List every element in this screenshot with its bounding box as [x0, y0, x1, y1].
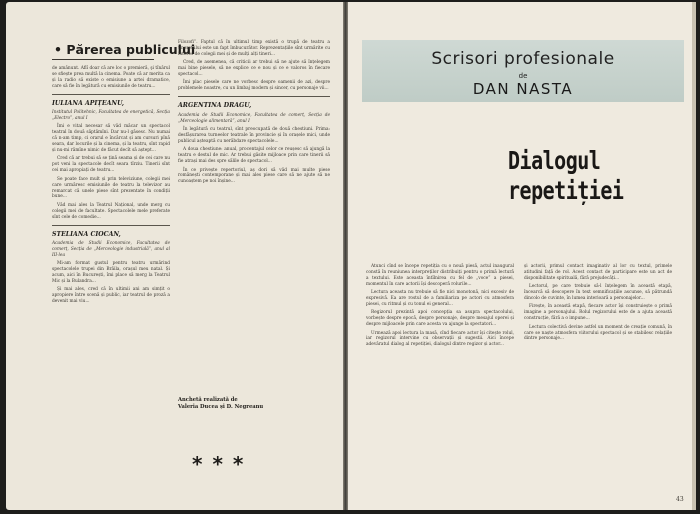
banner-title: Scrisori profesionale	[431, 49, 615, 69]
body-paragraph: și actorii, primul contact imaginativ al lor cu textul, primele atitudini față de rol. Acest contact de participare este un act de disponibilitate spirituală, fără prejudecăți...	[524, 264, 672, 281]
body-paragraph: Urmează apoi lectura la masă, cînd fiecare actor își citește rolul, iar regizorul intervine cu observații și sugestii. Aici începe adevăratul dialog al repetiției, dialogul dintre regizor și actor...	[366, 330, 514, 348]
right-column-1	[366, 264, 514, 489]
body-paragraph: Se poate face mult și prin televiziune, colegii mei care urmăresc emisiunile de teatru la televizor au remarcat că unele piese sînt prezentate în condiții bune...	[52, 176, 170, 200]
magazine-spread	[6, 2, 696, 510]
page-edge	[692, 2, 696, 510]
page-number: 43	[676, 496, 684, 503]
separator-rule	[52, 94, 170, 95]
survey-credit-authors: Valeria Ducea și D. Negreanu	[178, 404, 264, 410]
respondent-affiliation: Institutul Politehnic, Facultatea de energetică, Secția „Electro”, anul I	[52, 110, 170, 122]
survey-credit-line: Anchetă realizată de	[178, 397, 238, 403]
body-paragraph: Regizorul prezintă apoi concepția sa asupra spectacolului, vorbește despre epocă, despre personaje, despre mesajul operei și despre mijloacele prin care acesta va ajunge la spectatori...	[366, 310, 514, 328]
section-banner	[362, 40, 684, 102]
right-page	[348, 2, 696, 510]
intro-paragraph: de amănunt. Aflî doar că are loc o premieră, şi tînărul se sfiește prea multă la cinema. Poate că ar merita ca și la radio să existe o emisiune a artei dramatice, care să fie în legătură cu emisiunile de teatru...	[52, 66, 170, 89]
right-column-2	[524, 264, 672, 489]
rubric-title: • Părerea publicului	[54, 42, 196, 57]
body-paragraph: Și mai ales, cred că în ultimii ani am simțit o apropiere între scenă și public, iar teatrul de proză a devenit mai viu...	[52, 287, 170, 305]
separator-rule	[52, 225, 170, 226]
respondent-name: IULIANA APIȚEANU,	[52, 99, 125, 107]
respondent-name: ARGENTINA DRAGU,	[178, 102, 252, 110]
body-paragraph: Atunci cînd se începe repetiția cu o nouă piesă, actul inaugural constă în reuniunea interpreților distribuiți pentru o primă lectură a textului. Este aceasta întîlnirea cu fel de „voce” a piesei, momentul în care actorii își descoperă rolurile...	[366, 264, 514, 287]
body-paragraph: Cred, de asemenea, că criticii ar trebui să ne ajute să înțelegem mai bine piesele, să ne explice ce e nou și ce e valoros în fiecare spectacol...	[178, 60, 330, 78]
body-paragraph: Lectorul, pe care trebuie să-l înțelegem în această etapă, încearcă să descopere în text semnificațiile ascunse, să pătrundă dincolo de cuvinte, în lumea interioară a personajelor...	[524, 284, 672, 302]
left-page	[6, 2, 343, 510]
body-paragraph: Îmi e vital necesar să văd măcar un spectacol teatral în două săptămîni. Dar nu-l găsesc. Nu numai că n-am timp, ci orarul e încărcat și am cursuri pînă seara, dar locurile și la cinema, și la teatru, sînt rapid și nu-mi rămîne nimic de făcut decît să aștept...	[52, 124, 170, 154]
body-paragraph: În legătură cu teatrul, sînt preocupată de două chestiuni. Prima: desfășurarea turneelor teatrale în provincie și în orașele mici, unde publicul așteaptă cu nerăbdare spectacolele...	[178, 127, 330, 144]
body-paragraph: Lectura aceasta nu trebuie să fie nici monotonă, nici excesiv de expresivă. Ea are rostul de a familiariza pe actori cu atmosfera piesei, cu ritmul și cu tonul ei general...	[366, 290, 514, 307]
body-paragraph: Lectura colectivă devine astfel un moment de creație comună, în care se naște atmosfera viitorului spectacol și se stabilesc relațiile dintre personaje...	[524, 324, 672, 342]
banner-connector: de	[518, 72, 528, 80]
section-stars: ***	[192, 452, 254, 476]
body-paragraph: A doua chestiune: anual, procentajul celor ce reușesc să ajungă la teatru e destul de mic. Ar trebui găsite mijloace prin care tinerii să fie atrași mai des spre sălile de spectacol...	[178, 147, 330, 165]
body-paragraph: În ce privește repertoriul, aș dori să văd mai multe piese românești contemporane și mai ales piese care să ne ajute să ne cunoaștem pe noi înșine...	[178, 167, 330, 185]
body-paragraph: Mi-am format gustul pentru teatru urmărind spectacolele trupei din Brăila, orașul meu natal. Și acum, aici în București, îmi place să merg la Teatrul Mic și la Bulandra...	[52, 261, 170, 284]
respondent-name: STELIANA CIOCAN,	[52, 230, 121, 238]
body-paragraph: Firește, în această etapă, fiecare actor își construiește o primă imagine a personajului. Rolul regizorului este de a ajuta această construcție, fără a o impune...	[524, 304, 672, 322]
left-column-1	[52, 66, 170, 496]
body-paragraph: Filozofi”. Faptul că în ultimul timp există o trupă de teatru a tineretului este un fapt îmbucurător. Reprezentațiile sînt urmărite cu interes de colegii mei și de mulți alți tineri...	[178, 40, 330, 57]
banner-author: DAN NASTA	[472, 80, 574, 98]
respondent-affiliation: Academia de Studii Economice, Facultatea de comerț, Secția de „Merceologie industrială”, anul al III-lea	[52, 241, 170, 258]
body-paragraph: Îmi plac piesele care ne vorbesc despre oamenii de azi, despre problemele noastre, cu un limbaj modern și sincer, cu personaje vii...	[178, 80, 330, 92]
respondent-affiliation: Academia de Studii Economice, Facultatea de comerț, Secția de „Merceologie alimentară”, anul I	[178, 112, 330, 124]
article-title: Dialogul repetiției	[508, 145, 624, 205]
body-paragraph: Văd mai ales la Teatrul Național, unde merg cu colegii mei de facultate. Spectacolele mele preferate sînt cele de comedie...	[52, 202, 170, 220]
body-paragraph: Cred că ar trebui să se țină seama și de cei care nu pot veni la spectacole decît seara tîrziu. Tinerii sînt cei mai apropiați de teatru...	[52, 156, 170, 174]
left-column-2	[178, 40, 330, 395]
survey-credit	[178, 397, 328, 411]
separator-rule	[178, 96, 330, 97]
rubric-underline	[52, 59, 154, 60]
